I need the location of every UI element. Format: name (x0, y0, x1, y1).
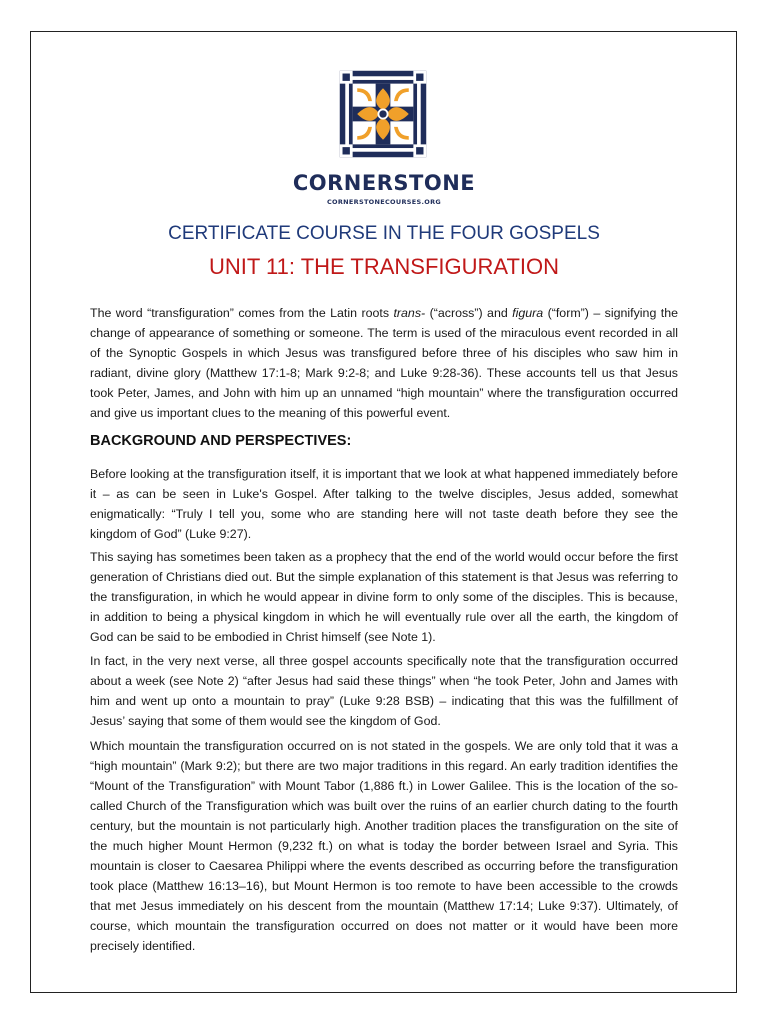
unit-title: UNIT 11: THE TRANSFIGURATION (208, 254, 559, 279)
body-paragraph-1: Before looking at the transfiguration itself, it is important that we look at what happened immediately before it – as can be seen in Luke's Gospel. After talking to the twelve disciples, Jesus added, somewhat enigmatically: “Truly I tell you, some who are standing here will not taste death before they see the kingdom of God” (Luke 9:27). (90, 467, 678, 541)
intro-term-trans: trans- (393, 306, 426, 320)
intro-text-2: (“across”) and (425, 306, 513, 320)
intro-paragraph (90, 303, 678, 423)
course-title: CERTIFICATE COURSE IN THE FOUR GOSPELS (168, 223, 600, 244)
intro-text-1: The word “transfiguration” comes from the Latin roots (90, 306, 394, 320)
intro-text-3: (“form”) – signifying the change of appearance of something or someone. The term is used of the miraculous event recorded in all of the Synoptic Gospels in which Jesus was transfigured before three of his disciples who saw him in radiant, divine glory (Matthew 17:1-8; Mark 9:2-8; and Luke 9:28-36). These accounts tell us that Jesus took Peter, James, and John with him up an unnamed “high mountain” where the transfiguration occurred and give us important clues to the meaning of this powerful event. (90, 306, 679, 420)
section-heading: BACKGROUND AND PERSPECTIVES: (90, 433, 352, 449)
brand-name: CORNERSTONE (292, 171, 476, 195)
body-paragraph-3: In fact, in the very next verse, all three gospel accounts specifically note that the transfiguration occurred about a week (see Note 2) “after Jesus had said these things” when “he took Peter, John and James with him and went up onto a mountain to pray” (Luke 9:28 BSB) – indicating that this was the fulfillment of Jesus’ saying that some of them would see the kingdom of God. (90, 654, 678, 728)
brand-url: CORNERSTONECOURSES.ORG (326, 198, 442, 206)
cornerstone-cross-logo (337, 68, 429, 160)
body-paragraph-2: This saying has sometimes been taken as a prophecy that the end of the world would occur before the first generation of Christians died out. But the simple explanation of this statement is that Jesus was referring to the transfiguration, in which he would appear in divine form to only some of the disciples. This is because, in addition to being a physical kingdom in which he will eventually rule over all the earth, the kingdom of God can be said to be embodied in Christ himself (see Note 1). (90, 550, 678, 644)
body-paragraph-4: Which mountain the transfiguration occurred on is not stated in the gospels. We are only told that it was a “high mountain” (Mark 9:2); but there are two major traditions in this regard. An early tradition identifies the “Mount of the Transfiguration” with Mount Tabor (1,886 ft.) in Lower Galilee. This is the location of the so-called Church of the Transfiguration which was built over the ruins of an earlier church dating to the fourth century, but the mountain is not particularly high. Another tradition places the transfiguration on the site of the much higher Mount Hermon (9,232 ft.) on what is today the border between Israel and Syria. This mountain is closer to Caesarea Philippi where the events described as occurring before the transfiguration took place (Matthew 16:13–16), but Mount Hermon is too remote to have been accessible to the crowds that met Jesus immediately on his descent from the mountain (Matthew 17:14; Luke 9:37). Ultimately, of course, which mountain the transfiguration occurred on does not matter or it would have been more precisely identified. (90, 739, 678, 953)
intro-term-figura: figura (512, 306, 544, 320)
